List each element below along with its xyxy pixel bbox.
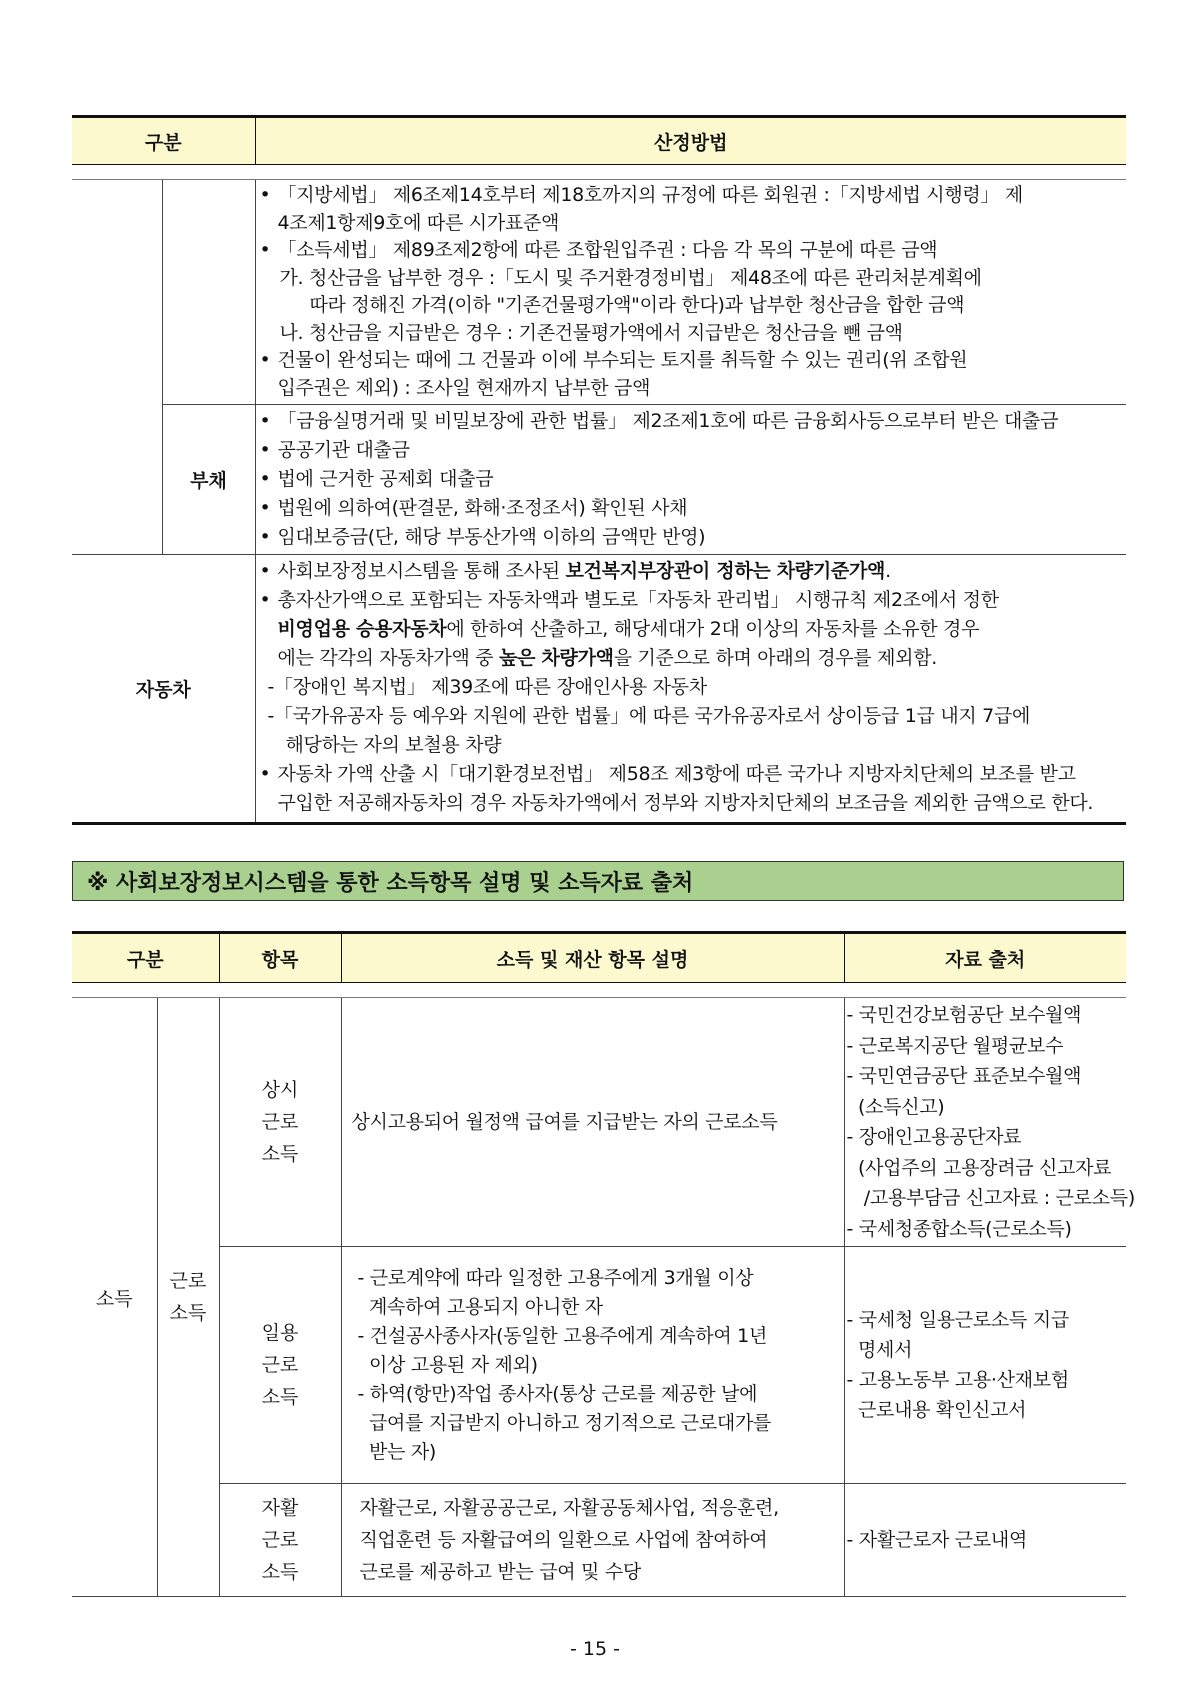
item-self-support: 자활 근로 소득: [219, 1484, 341, 1597]
debt-method-cell: [255, 405, 1126, 555]
table-header: [72, 117, 1126, 165]
table-row: [72, 998, 1126, 1247]
header-category: 구분: [72, 117, 255, 165]
cell-line: - 근로계약에 따라 일정한 고용주에게 3개월 이상: [357, 1266, 754, 1289]
bullet-icon: •: [259, 184, 271, 206]
cell-line: 명세서: [846, 1339, 913, 1361]
bullet-icon: •: [259, 439, 271, 461]
source-regular: [844, 998, 1135, 1247]
cell-line: 이상 고용된 자 제외): [357, 1353, 538, 1376]
table-row: [72, 405, 1126, 555]
source-self-support: [844, 1484, 1126, 1597]
income-source-table: [72, 931, 1135, 1597]
method-line: • 「지방세법」 제6조제14호부터 제18호까지의 규정에 따른 회원권 :「지방세법 시행령」 제: [278, 182, 1127, 210]
car-label: 자동차: [72, 555, 255, 824]
debt-lines: [259, 407, 1127, 552]
debt-line: • 법에 근거한 공제회 대출금: [278, 465, 1127, 494]
debt-line: • 임대보증금(단, 해당 부동산가액 이하의 금액만 반영): [278, 523, 1127, 552]
cell-line: - 국세청종합소득(근로소득): [846, 1217, 1072, 1240]
table-row: [72, 180, 1126, 405]
cell-line: 자활근로, 자활공공근로, 자활공동체사업, 적응훈련,: [359, 1497, 779, 1519]
item-daily: 일용 근로 소득: [219, 1247, 341, 1484]
cell-line: 받는 자): [357, 1440, 436, 1463]
header-category: 구분: [72, 933, 219, 983]
bullet-icon: •: [259, 497, 271, 519]
cell-line: - 근로복지공단 월평균보수: [846, 1034, 1064, 1057]
item-regular: 상시 근로 소득: [219, 998, 341, 1247]
asset-method-cell: [255, 180, 1126, 405]
section-banner: ※ 사회보장정보시스템을 통한 소득항목 설명 및 소득자료 출처: [72, 861, 1124, 901]
table-row: [72, 1484, 1126, 1597]
method-line: • 「소득세법」 제89조제2항에 따른 조합원입주권 : 다음 각 목의 구분에 따른 금액: [278, 237, 1127, 265]
header-source: 자료 출처: [844, 933, 1126, 983]
page-number: - 15 -: [570, 1638, 620, 1660]
category-income: 소득: [72, 998, 157, 1597]
debt-line: • 공공기관 대출금: [278, 436, 1127, 465]
cell-line: 직업훈련 등 자활급여의 일환으로 사업에 참여하여: [359, 1529, 768, 1551]
cell-line: 급여를 지급받지 아니하고 정기적으로 근로대가를: [357, 1411, 772, 1434]
cell-line: - 건설공사종사자(동일한 고용주에게 계속하여 1년: [357, 1324, 767, 1347]
debt-line: • 「금융실명거래 및 비밀보장에 관한 법률」 제2조제1호에 따른 금융회사등으로부터 받은 대출금: [278, 407, 1127, 436]
cell-line: - 자활근로자 근로내역: [846, 1529, 1028, 1551]
method-line: 가. 청산금을 납부한 경우 :「도시 및 주거환경정비법」 제48조에 따른 관리처분계획에: [279, 266, 982, 289]
desc-daily: [341, 1247, 844, 1484]
cell-line: - 고용노동부 고용·산재보험: [846, 1369, 1069, 1391]
cell-line: (소득신고): [846, 1095, 945, 1118]
cell-line: 근로를 제공하고 받는 급여 및 수당: [359, 1561, 641, 1583]
desc-self-support: [341, 1484, 844, 1597]
cell-line: - 국세청 일용근로소득 지급: [846, 1309, 1069, 1331]
table-header: [72, 933, 1126, 983]
cell-line: 계속하여 고용되지 아니한 자: [357, 1295, 603, 1318]
header-description: 소득 및 재산 항목 설명: [341, 933, 844, 983]
debt-line: • 법원에 의하여(판결문, 화해·조정조서) 확인된 사채: [278, 494, 1127, 523]
asset-method-table: [72, 115, 1126, 825]
cell-line: (사업주의 고용장려금 신고자료: [846, 1156, 1112, 1179]
method-line: 4조제1항제9호에 따른 시가표준액: [277, 211, 560, 234]
header-item: 항목: [219, 933, 341, 983]
cell-line: - 장애인고용공단자료: [846, 1126, 1022, 1148]
desc-regular: 상시고용되어 월정액 급여를 지급받는 자의 근로소득: [341, 998, 844, 1247]
method-line: 따라 정해진 가격(이하 "기존건물평가액"이라 한다)과 납부한 청산금을 합한 금액: [309, 294, 965, 316]
car-method-cell: • 사회보장정보시스템을 통해 조사된 보건복지부장관이 정하는 차량기준가액. • 총자산가액으로 포함되는 자동차액과 별도로「자동차 관리법」 시행규칙 제2조에서 정한 비영업용 승용자동차에 한하여 산출하고, 해당세대가 2대 이상의 자동차를 소유한 경우 에는 각각의 자동차가액 중 높은 차량가액을 기준으로 하며 아래의 경우를 제외함. -「장애인 복지법」 제39조에 따른 장애인사용 자동차 -「국가유공자 등 예우와 지원에 관한 법률」에 따른 국가유공자로서 상이등급 1급 내지 7급에 해당하는 자의 보철용 차량 • 자동차 가액 산출 시「대기환경보전법」 제58조 제3항에 따른 국가나 지방자치단체의 보조를 받고 구입한 저공해자동차의 경우 자동차가액에서 정부와 지방자치단체의 보조금을 제외한 금액으로 한다.: [255, 555, 1126, 824]
method-line: 나. 청산금을 지급받은 경우 : 기존건물평가액에서 지급받은 청산금을 뺀 금액: [279, 321, 903, 344]
table-row: [72, 555, 1126, 824]
method-line: 입주권은 제외) : 조사일 현재까지 납부한 금액: [277, 376, 651, 399]
bullet-icon: •: [259, 410, 271, 432]
subcategory-labor-income: 근로 소득: [157, 998, 219, 1597]
bullet-icon: •: [259, 468, 271, 490]
header-method: 산정방법: [255, 117, 1126, 165]
cell-line: 근로내용 확인신고서: [846, 1399, 1027, 1421]
cell-line: - 하역(항만)작업 종사자(통상 근로를 제공한 날에: [357, 1382, 758, 1405]
method-line: • 건물이 완성되는 때에 그 건물과 이에 부수되는 토지를 취득할 수 있는 권리(위 조합원: [278, 347, 1127, 375]
bullet-icon: •: [259, 239, 271, 261]
source-daily: [844, 1247, 1126, 1484]
cell-line: - 국민연금공단 표준보수월액: [846, 1065, 1082, 1087]
debt-label: 부채: [162, 405, 255, 555]
bullet-icon: •: [259, 526, 271, 548]
cell-line: - 국민건강보험공단 보수월액: [846, 1004, 1082, 1026]
asset-lines: [259, 182, 1127, 402]
bullet-icon: •: [259, 349, 271, 371]
table-row: [72, 1247, 1126, 1484]
cell-line: /고용부담금 신고자료 : 근로소득): [846, 1187, 1135, 1209]
